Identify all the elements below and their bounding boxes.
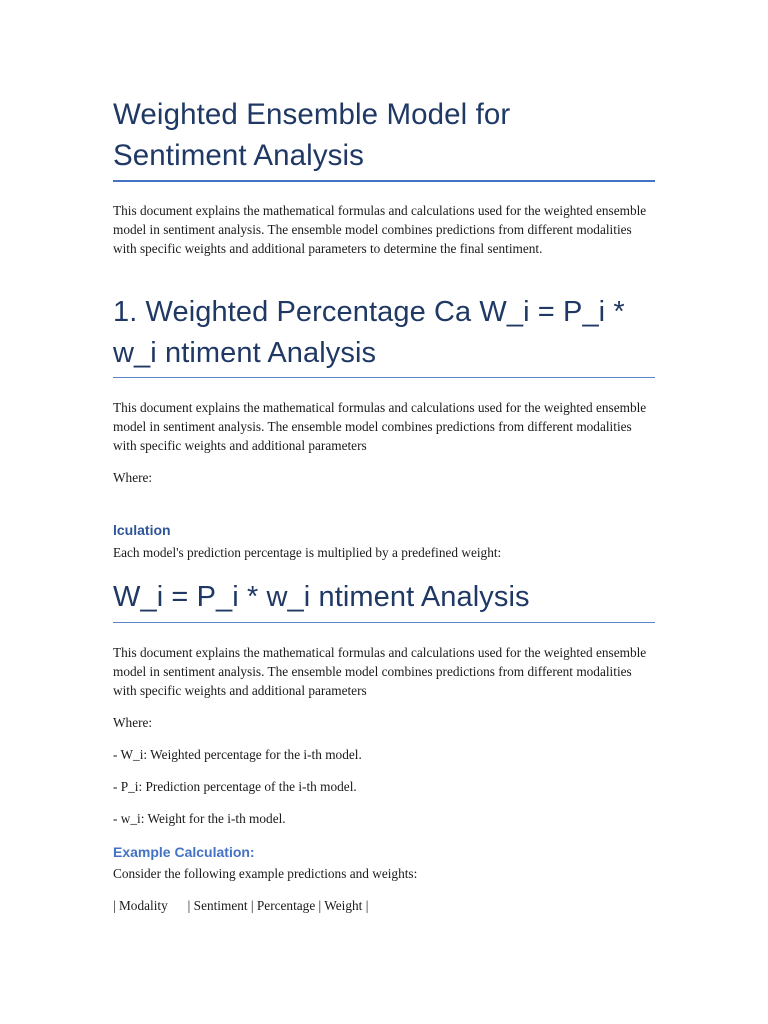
section-1-paragraph: This document explains the mathematical formulas and calculations used for the weighted ensemble model in sentiment analysis. The ensemble model combines predictions from different modalities with specific weights and additional parameters [113, 400, 647, 453]
section-2-paragraph: This document explains the mathematical formulas and calculations used for the weighted ensemble model in sentiment analysis. The ensemble model combines predictions from different modalities with specific weights and additional parameters [113, 645, 647, 698]
intro-paragraph: This document explains the mathematical formulas and calculations used for the weighted ensemble model in sentiment analysis. The ensemble model combines predictions from different modalities with specific weights and additional parameters to determine the final sentiment. [113, 203, 647, 256]
section-1-heading [113, 292, 655, 374]
section-1-heading-line-2: w_i ntiment Analysis [113, 337, 377, 369]
section-1-where: Where: [113, 470, 153, 485]
section-2-heading-line: W_i = P_i * w_i ntiment Analysis [113, 581, 530, 613]
document-title [113, 94, 655, 176]
example-table-header: | Modality | Sentiment | Percentage | Weight | [113, 898, 369, 913]
document-title-line-2: Sentiment Analysis [113, 139, 365, 172]
document-title-line-1: Weighted Ensemble Model for [113, 98, 511, 131]
definition-item: - P_i: Prediction percentage of the i-th model. [113, 779, 357, 794]
section-1-heading-line-1: 1. Weighted Percentage Ca W_i = P_i * [113, 296, 625, 328]
section-2-underline [113, 622, 655, 623]
subsection-calculation-paragraph: Each model's prediction percentage is multiplied by a predefined weight: [113, 545, 502, 560]
section-2-heading [113, 577, 655, 618]
definition-item: - W_i: Weighted percentage for the i-th model. [113, 747, 362, 762]
definition-item: - w_i: Weight for the i-th model. [113, 811, 286, 826]
title-underline [113, 180, 655, 182]
example-calculation-heading: Example Calculation: [113, 844, 255, 860]
section-1-underline [113, 377, 655, 378]
subsection-calculation-heading: lculation [113, 522, 171, 538]
example-paragraph: Consider the following example predictions and weights: [113, 866, 418, 881]
section-2-where: Where: [113, 715, 153, 730]
